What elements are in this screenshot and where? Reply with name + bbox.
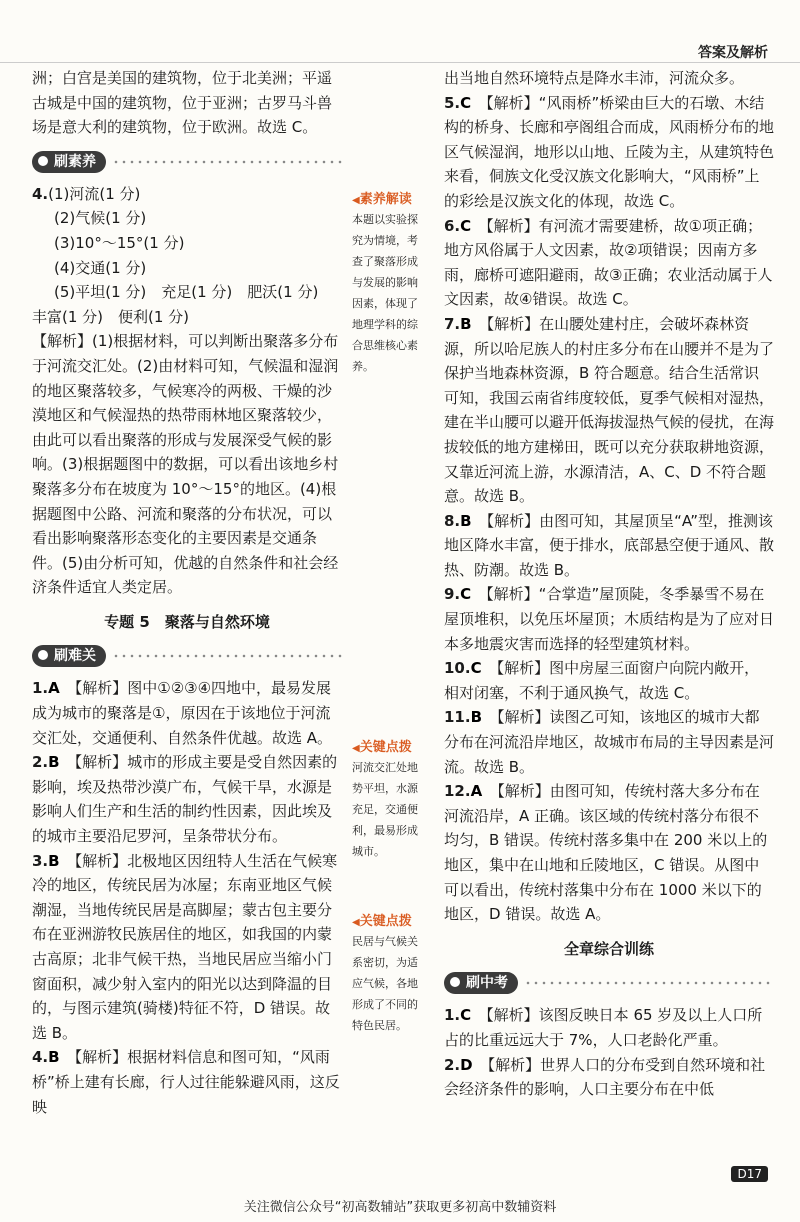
question-3: 3.B 【解析】北极地区因纽特人生活在气候寒冷的地区，传统民居为冰屋；东南亚地区气候潮湿，当地传统民居是高脚屋；蒙古包主要分布在亚洲游牧民族居住的地区，如我国的内蒙古高原；北非气候干热，当地民居应当缩小门窗面积，减少射入室内的阳光以达到降温的目的，与图示建筑(骑楼)特征不符，D 错误。故选 B。: [32, 851, 338, 1042]
note-title: 关键点拨: [359, 914, 412, 929]
answer-letter: C: [470, 659, 482, 678]
answer-line: (5)平坦(1 分) 充足(1 分) 肥沃(1 分): [54, 283, 319, 302]
topic-heading: 专题 5 聚落与自然环境: [104, 612, 270, 631]
left-column: [32, 66, 342, 1119]
answer-letter: A: [48, 679, 60, 698]
answer-line: (2)气候(1 分): [54, 209, 147, 228]
question-1: 1.A 【解析】图中①②③④四地中，最易发展成为城市的聚落是①，原因在于该地位于河流交汇处，交通便利、自然条件优越。故选 A。: [32, 679, 333, 747]
answer-letter: B: [48, 1048, 60, 1067]
arrow-icon: ◀: [352, 195, 360, 206]
answer-letter: B: [48, 753, 60, 772]
answer-letter: C: [460, 216, 472, 235]
continued-text: 出当地自然环境特点是降水丰沛，河流众多。: [444, 69, 745, 87]
sidebar-note-2: [352, 736, 428, 862]
answer-letter: B: [460, 511, 472, 530]
answer-letter: C: [460, 93, 472, 112]
question-11: 11.B 【解析】读图乙可知，该地区的城市大都分布在河流沿岸地区，故城市布局的主导因素是河流。故选 B。: [444, 708, 775, 776]
sidebar-note-1: [352, 188, 428, 377]
arrow-icon: ◀: [352, 917, 360, 928]
question-9: 9.C 【解析】“合掌造”屋顶陡，冬季暴雪不易在屋顶堆积，以免压坏屋顶；木质结构是为了应对日本多地震灾害而选择的轻型建筑材料。: [444, 585, 775, 653]
question-10: 10.C 【解析】图中房屋三面窗户向院内敞开，相对闭塞，不利于通风换气，故选 C。: [444, 659, 760, 702]
question-7: 7.B 【解析】在山腰处建村庄，会破坏森林资源，所以哈尼族人的村庄多分布在山腰并不是为了保护当地森林资源，B 符合题意。结合生活常识可知，我国云南省纬度较低，夏季气候相对湿热，建在半山腰可以避开低海拔湿热气候的侵扰，在海拔较低的地方建梯田，既可以充分获取耕地资源，又靠近河流上游，水源清洁，A、C、D 不符合题意。故选 B。: [444, 314, 775, 506]
dotted-rule: [112, 654, 342, 658]
tab-badge: 刷中考: [444, 972, 518, 994]
section-heading: 全章综合训练: [563, 939, 654, 958]
question-12: 12.A 【解析】由图可知，传统村落大多分布在河流沿岸，A 正确。该区域的传统村落分布很不均匀，B 错误。传统村落多集中在 200 米以上的地区，集中在山地和丘陵地区，C 错误。从图中可以看出，传统村落集中分布在 1000 米以下的地区，D 错误。故选 A。: [444, 782, 768, 924]
section-tab-nanguan: [32, 644, 342, 668]
answer-line: (3)10°～15°(1 分): [54, 233, 185, 252]
note-text: 河流交汇处地势平坦，水源充足，交通便利，最易形成城市。: [352, 761, 418, 858]
note-title: 关键点拨: [359, 740, 412, 755]
answer-letter: B: [460, 314, 472, 333]
arrow-icon: ◀: [352, 743, 360, 754]
note-text: 民居与气候关系密切，为适应气候，各地形成了不同的特色民居。: [352, 935, 418, 1032]
question-5: 5.C 【解析】“风雨桥”桥梁由巨大的石墩、木结构的桥身、长廊和亭阁组合而成，风雨桥分布的地区气候湿润，地形以山地、丘陵为主，从建筑特色来看，侗族文化受汉族文化影响大，“风雨桥”上的彩绘是汉族文化的体现，故选 C。: [444, 93, 775, 210]
note-text: 本题以实验探究为情境，考查了聚落形成与发展的影响因素，体现了地理学科的综合思维核心素养。: [352, 213, 418, 373]
answer-letter: B: [470, 708, 483, 727]
header-title: 答案及解析: [698, 45, 768, 61]
page-header: [0, 0, 800, 61]
question-r1: 1.C 【解析】该图反映日本 65 岁及以上人口所占的比重远远大于 7%，人口老龄化严重。: [444, 1006, 763, 1049]
tab-badge: 刷素养: [32, 151, 106, 173]
answer-line: 丰富(1 分) 便利(1 分): [32, 307, 190, 326]
dotted-rule: [112, 160, 342, 164]
question-4b: 4.B 【解析】根据材料信息和图可知，“风雨桥”桥上建有长廊，行人过往能躲避风雨，这反映: [32, 1048, 340, 1116]
question-6: 6.C 【解析】有河流才需要建桥，故①项正确；地方风俗属于人文因素，故②项错误；因南方多雨，廊桥可遮阳避雨，故③正确；农业活动属于人文因素，故④错误。故选 C。: [444, 216, 773, 309]
answer-letter: B: [48, 851, 60, 870]
page-number: D17: [731, 1166, 768, 1182]
answer-letter: C: [460, 1006, 472, 1025]
answer-letter: C: [460, 585, 472, 604]
answer-line: (4)交通(1 分): [54, 258, 147, 277]
question-8: 8.B 【解析】由图可知，其屋顶呈“A”型，推测该地区降水丰富，便于排水，底部悬空便于通风、散热、防潮。故选 B。: [444, 511, 775, 579]
footer-note: 关注微信公众号“初高数辅站”获取更多初高中数辅资料: [243, 1200, 557, 1215]
answer-letter: A: [470, 782, 483, 801]
note-title: 素养解读: [359, 192, 412, 207]
section-tab-suyang: [32, 150, 342, 174]
tab-badge: 刷难关: [32, 645, 106, 667]
question-r2: 2.D 【解析】世界人口的分布受到自然环境和社会经济条件的影响，人口主要分布在中低: [444, 1055, 766, 1099]
continued-text: 洲；白宫是美国的建筑物，位于北美洲；平遥古城是中国的建筑物，位于亚洲；古罗马斗兽场是意大利的建筑物，位于欧洲。故选 C。: [32, 69, 333, 137]
question-4: [32, 182, 342, 600]
right-column: [444, 66, 774, 1102]
answer-letter: D: [460, 1055, 473, 1074]
question-number: 4.: [32, 184, 49, 203]
answer-line: (1)河流(1 分): [48, 184, 141, 203]
question-2: 2.B 【解析】城市的形成主要是受自然因素的影响，埃及热带沙漠广布，气候干旱，水源是影响人们生产和生活的制约性因素，因此埃及的城市主要沿尼罗河，呈条带状分布。: [32, 753, 338, 846]
analysis-text: 【解析】(1)根据材料，可以判断出聚落多分布于河流交汇处。(2)由材料可知，气候温和湿润的地区聚落较多，气候寒冷的两极、干燥的沙漠地区和气候湿热的热带雨林地区聚落较少，由此可以看出聚落的形成与发展深受气候的影响。(3)根据题图中的数据，可以看出该地乡村聚落多分布在坡度为 10°～15°的地区。(4)根据题图中公路、河流和聚落的分布状况，可以看出影响聚落形态变化的主要因素是交通条件。(5)由分析可知，优越的自然条件和社会经济条件适宜人类定居。: [32, 332, 339, 597]
section-tab-zhongkao: [444, 971, 774, 995]
dotted-rule: [524, 981, 774, 985]
header-divider: [0, 62, 800, 63]
sidebar-note-3: [352, 910, 428, 1036]
